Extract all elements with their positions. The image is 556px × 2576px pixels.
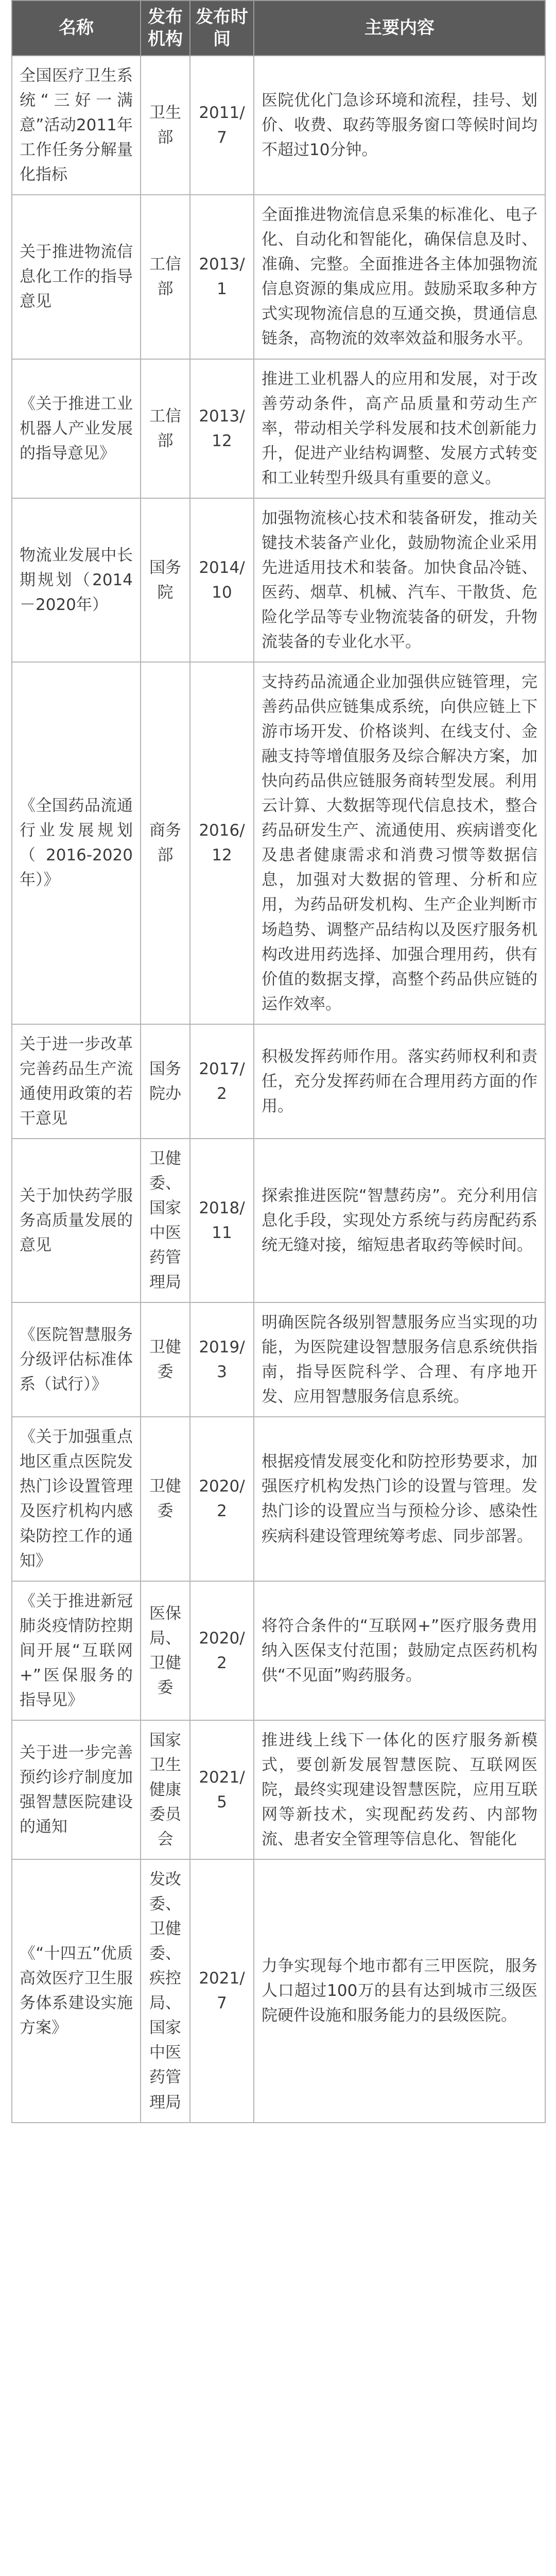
row-name: 全国医疗卫生系统“三好一满意”活动2011年工作任务分解量化指标	[12, 56, 141, 195]
header-date: 发布时间	[190, 1, 254, 56]
table-row	[12, 1139, 545, 1302]
row-name: 关于进一步完善预约诊疗制度加强智慧医院建设的通知	[12, 1720, 141, 1859]
row-name: 《医院智慧服务分级评估标准体系（试行）》	[12, 1302, 141, 1417]
row-content: 将符合条件的“互联网+”医疗服务费用纳入医保支付范围；鼓励定点医药机构供“不见面”购药服务。	[254, 1581, 545, 1720]
row-content: 根据疫情发展变化和防控形势要求，加强医疗机构发热门诊的设置与管理。发热门诊的设置应当与预检分诊、感染性疾病科建设管理统筹考虑、同步部署。	[254, 1417, 545, 1581]
header-content: 主要内容	[254, 1, 545, 56]
policy-table	[11, 0, 546, 2123]
row-date: 2011/7	[190, 56, 254, 195]
row-date: 2014/10	[190, 498, 254, 662]
row-date: 2021/5	[190, 1720, 254, 1859]
row-content: 推进工业机器人的应用和发展，对于改善劳动条件，高产品质量和劳动生产率，带动相关学科发展和技术创新能力升，促进产业结构调整、发展方式转变和工业转型升级具有重要的意义。	[254, 359, 545, 498]
row-agency: 国家卫生健康委员会	[141, 1720, 190, 1859]
table-row	[12, 498, 545, 662]
row-date: 2013/1	[190, 195, 254, 359]
table-row	[12, 56, 545, 195]
row-name: 关于推进物流信息化工作的指导意见	[12, 195, 141, 359]
row-agency: 商务部	[141, 662, 190, 1024]
row-agency: 卫健委、国家中医药管理局	[141, 1139, 190, 1302]
row-name: 关于进一步改革完善药品生产流通使用政策的若干意见	[12, 1024, 141, 1139]
row-date: 2020/2	[190, 1417, 254, 1581]
row-agency: 工信部	[141, 195, 190, 359]
table-row	[12, 662, 545, 1024]
row-agency: 卫健委	[141, 1417, 190, 1581]
row-date: 2016/12	[190, 662, 254, 1024]
row-name: 关于加快药学服务高质量发展的意见	[12, 1139, 141, 1302]
table-row	[12, 1720, 545, 1859]
table-row	[12, 1859, 545, 2122]
table-row	[12, 195, 545, 359]
row-content: 全面推进物流信息采集的标准化、电子化、自动化和智能化，确保信息及时、准确、完整。全面推进各主体加强物流信息资源的集成应用。鼓励采取多种方式实现物流信息的互通交换，贯通信息链条，高物流的效率效益和服务水平。	[254, 195, 545, 359]
row-content: 积极发挥药师作用。落实药师权利和责任，充分发挥药师在合理用药方面的作用。	[254, 1024, 545, 1139]
table-header-row	[12, 1, 545, 56]
row-name: 《关于推进新冠肺炎疫情防控期间开展“互联网+”医保服务的指导见》	[12, 1581, 141, 1720]
row-content: 加强物流核心技术和装备研发，推动关键技术装备产业化，鼓励物流企业采用先进适用技术和装备。加快食品冷链、医药、烟草、机械、汽车、干散货、危险化学品等专业物流装备的研发，升物流装备的专业化水平。	[254, 498, 545, 662]
row-name: 《关于推进工业机器人产业发展的指导意见》	[12, 359, 141, 498]
row-content: 探索推进医院“智慧药房”。充分利用信息化手段，实现处方系统与药房配药系统无缝对接，缩短患者取药等候时间。	[254, 1139, 545, 1302]
row-date: 2017/2	[190, 1024, 254, 1139]
row-name: 《“十四五”优质高效医疗卫生服务体系建设实施方案》	[12, 1859, 141, 2122]
table-row	[12, 359, 545, 498]
row-name: 《关于加强重点地区重点医院发热门诊设置管理及医疗机构内感染防控工作的通知》	[12, 1417, 141, 1581]
row-date: 2019/3	[190, 1302, 254, 1417]
row-content: 医院优化门急诊环境和流程，挂号、划价、收费、取药等服务窗口等候时间均不超过10分钟。	[254, 56, 545, 195]
row-content: 支持药品流通企业加强供应链管理，完善药品供应链集成系统，向供应链上下游市场开发、价格谈判、在线支付、金融支持等增值服务及综合解决方案，加快向药品供应链服务商转型发展。利用云计算、大数据等现代信息技术，整合药品研发生产、流通使用、疾病谱变化及患者健康需求和消费习惯等数据信息，加强对大数据的管理、分析和应用，为药品研发机构、生产企业判断市场趋势、调整产品结构以及医疗服务机构改进用药选择、加强合理用药，供有价值的数据支撑，高整个药品供应链的运作效率。	[254, 662, 545, 1024]
row-date: 2020/2	[190, 1581, 254, 1720]
row-name: 物流业发展中长期规划（2014－2020年）	[12, 498, 141, 662]
table-row	[12, 1302, 545, 1417]
row-agency: 医保局、卫健委	[141, 1581, 190, 1720]
row-agency: 发改委、卫健委、疾控局、国家中医药管理局	[141, 1859, 190, 2122]
row-content: 明确医院各级别智慧服务应当实现的功能，为医院建设智慧服务信息系统供指南，指导医院科学、合理、有序地开发、应用智慧服务信息系统。	[254, 1302, 545, 1417]
table-row	[12, 1417, 545, 1581]
table-row	[12, 1581, 545, 1720]
row-agency: 卫健委	[141, 1302, 190, 1417]
row-agency: 工信部	[141, 359, 190, 498]
table-row	[12, 1024, 545, 1139]
row-name: 《全国药品流通行业发展规划（2016-2020年）》	[12, 662, 141, 1024]
row-content: 推进线上线下一体化的医疗服务新模式，要创新发展智慧医院、互联网医院，最终实现建设智慧医院，应用互联网等新技术，实现配药发药、内部物流、患者安全管理等信息化、智能化	[254, 1720, 545, 1859]
header-agency: 发布机构	[141, 1, 190, 56]
row-date: 2013/12	[190, 359, 254, 498]
row-agency: 国务院	[141, 498, 190, 662]
row-content: 力争实现每个地市都有三甲医院，服务人口超过100万的县有达到城市三级医院硬件设施和服务能力的县级医院。	[254, 1859, 545, 2122]
header-name: 名称	[12, 1, 141, 56]
row-agency: 国务院办	[141, 1024, 190, 1139]
row-agency: 卫生部	[141, 56, 190, 195]
row-date: 2018/11	[190, 1139, 254, 1302]
row-date: 2021/7	[190, 1859, 254, 2122]
